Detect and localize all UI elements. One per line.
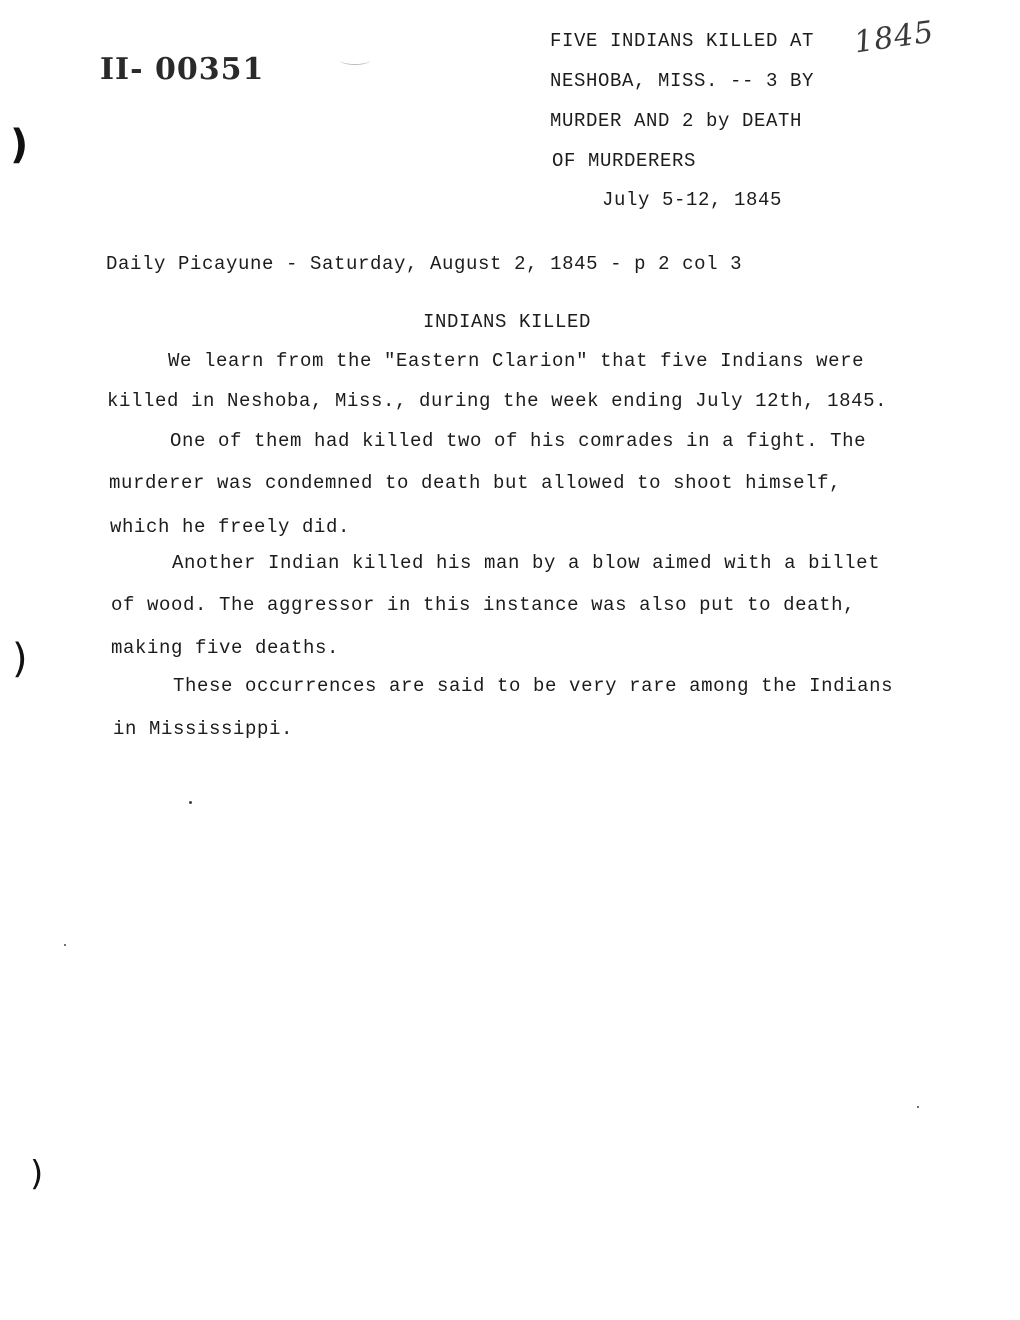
heading-dates: July 5-12, 1845 (602, 189, 783, 211)
heading-line: OF MURDERERS (552, 150, 697, 172)
heading-line: NESHOBA, MISS. -- 3 BY (550, 70, 815, 92)
heading-line: FIVE INDIANS KILLED AT (550, 30, 815, 52)
scan-speck (64, 944, 66, 946)
heading-line: MURDER AND 2 by DEATH (550, 110, 803, 132)
article-line: in Mississippi. (113, 718, 294, 740)
article-line: murderer was condemned to death but allowed to shoot himself, (109, 472, 842, 494)
article-title: INDIANS KILLED (423, 311, 592, 333)
article-line: which he freely did. (110, 516, 351, 538)
article-line: killed in Neshoba, Miss., during the week ending July 12th, 1845. (107, 390, 888, 412)
article-line: One of them had killed two of his comrades in a fight. The (170, 430, 867, 452)
punch-hole-mark: ) (10, 122, 29, 168)
article-line: These occurrences are said to be very rare among the Indians (173, 675, 894, 697)
punch-hole-mark: ) (30, 1154, 44, 1194)
source-citation: Daily Picayune - Saturday, August 2, 1845 - p 2 col 3 (106, 253, 743, 275)
paper-smudge (340, 56, 370, 65)
scan-speck (189, 801, 192, 804)
scan-speck (917, 1106, 919, 1108)
article-line: We learn from the "Eastern Clarion" that five Indians were (168, 350, 865, 372)
document-id: II- 00351 (100, 52, 265, 87)
article-line: Another Indian killed his man by a blow aimed with a billet (172, 552, 881, 574)
punch-hole-mark: ) (12, 636, 28, 682)
article-line: of wood. The aggressor in this instance was also put to death, (111, 594, 856, 616)
handwritten-year: 1845 (851, 14, 937, 61)
article-line: making five deaths. (111, 637, 340, 659)
